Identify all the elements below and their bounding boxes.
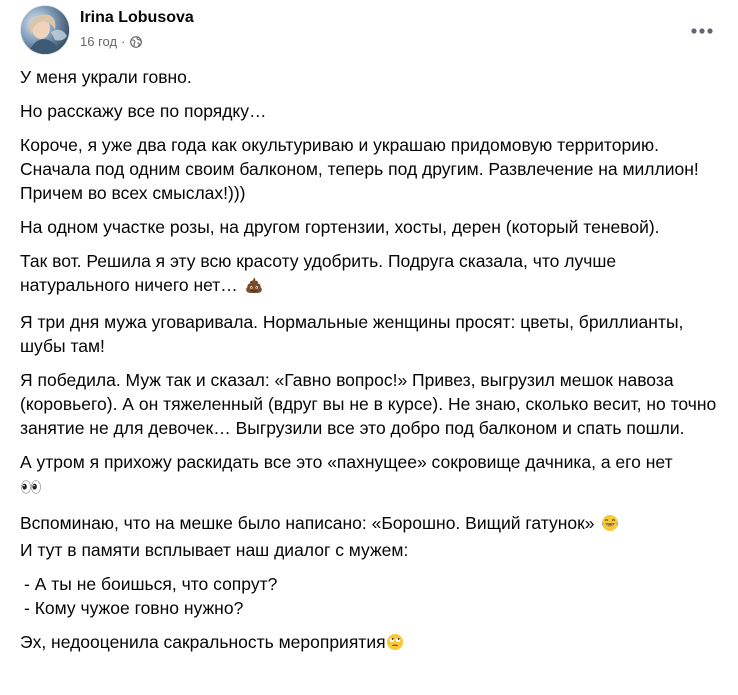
paragraph: Я победила. Муж так и сказал: «Гавно вопрос!» Привез, выгрузил мешок навоза (коровьего). А он тяжеленный (вдруг вы не в курсе). Не знаю, сколько весит, но точно занятие не для девочек… Выгрузили все это добро под балконом и спать пошли. bbox=[20, 370, 717, 438]
paragraph bbox=[20, 511, 725, 538]
laughing-crying-emoji bbox=[601, 514, 619, 538]
paragraph-text: Так вот. Решила я эту всю красоту удобрить. Подруга сказала, что лучше натурального ничего нет… bbox=[20, 251, 617, 295]
paragraph: Короче, я уже два года как окультуриваю и украшаю придомовую территорию. Сначала под одним своим балконом, теперь под другим. Развлечение на миллион! Причем во всех смыслах!))) bbox=[20, 135, 699, 203]
more-horizontal-icon[interactable] bbox=[684, 13, 720, 49]
post-timestamp[interactable]: 16 год bbox=[80, 34, 118, 49]
paragraph: У меня украли говно. bbox=[20, 67, 192, 87]
paragraph: Я три дня мужа уговаривала. Нормальные женщины просят: цветы, бриллианты, шубы там! bbox=[20, 312, 684, 356]
eyes-emoji bbox=[20, 477, 42, 501]
post-body bbox=[20, 65, 725, 667]
list-item: - А ты не боишься, что сопрут? bbox=[20, 572, 725, 596]
rolling-eyes-emoji bbox=[386, 633, 404, 657]
poop-emoji bbox=[245, 276, 263, 300]
paragraph bbox=[20, 249, 725, 300]
post-meta bbox=[80, 34, 142, 49]
meta-separator: · bbox=[121, 34, 126, 49]
paragraph-text: А утром я прихожу раскидать все это «пахнущее» сокровище дачника, а его нет bbox=[20, 452, 673, 472]
post-header bbox=[20, 5, 720, 55]
paragraph bbox=[20, 630, 725, 657]
paragraph-text: Эх, недооценила сакральность мероприятия bbox=[20, 632, 386, 652]
paragraph: И тут в памяти всплывает наш диалог с мужем: bbox=[20, 540, 409, 560]
paragraph: Но расскажу все по порядку… bbox=[20, 101, 267, 121]
author-avatar[interactable] bbox=[20, 5, 70, 55]
dialog-list bbox=[20, 572, 725, 620]
paragraph bbox=[20, 450, 725, 501]
globe-icon[interactable] bbox=[130, 36, 142, 48]
avatar-image bbox=[21, 6, 70, 55]
author-name[interactable]: Irina Lobusova bbox=[80, 9, 194, 26]
paragraph-text: Вспоминаю, что на мешке было написано: «Борошно. Вищий гатунок» bbox=[20, 513, 595, 533]
list-item: - Кому чужое говно нужно? bbox=[20, 596, 725, 620]
paragraph: На одном участке розы, на другом гортензии, хосты, дерен (который теневой). bbox=[20, 217, 660, 237]
